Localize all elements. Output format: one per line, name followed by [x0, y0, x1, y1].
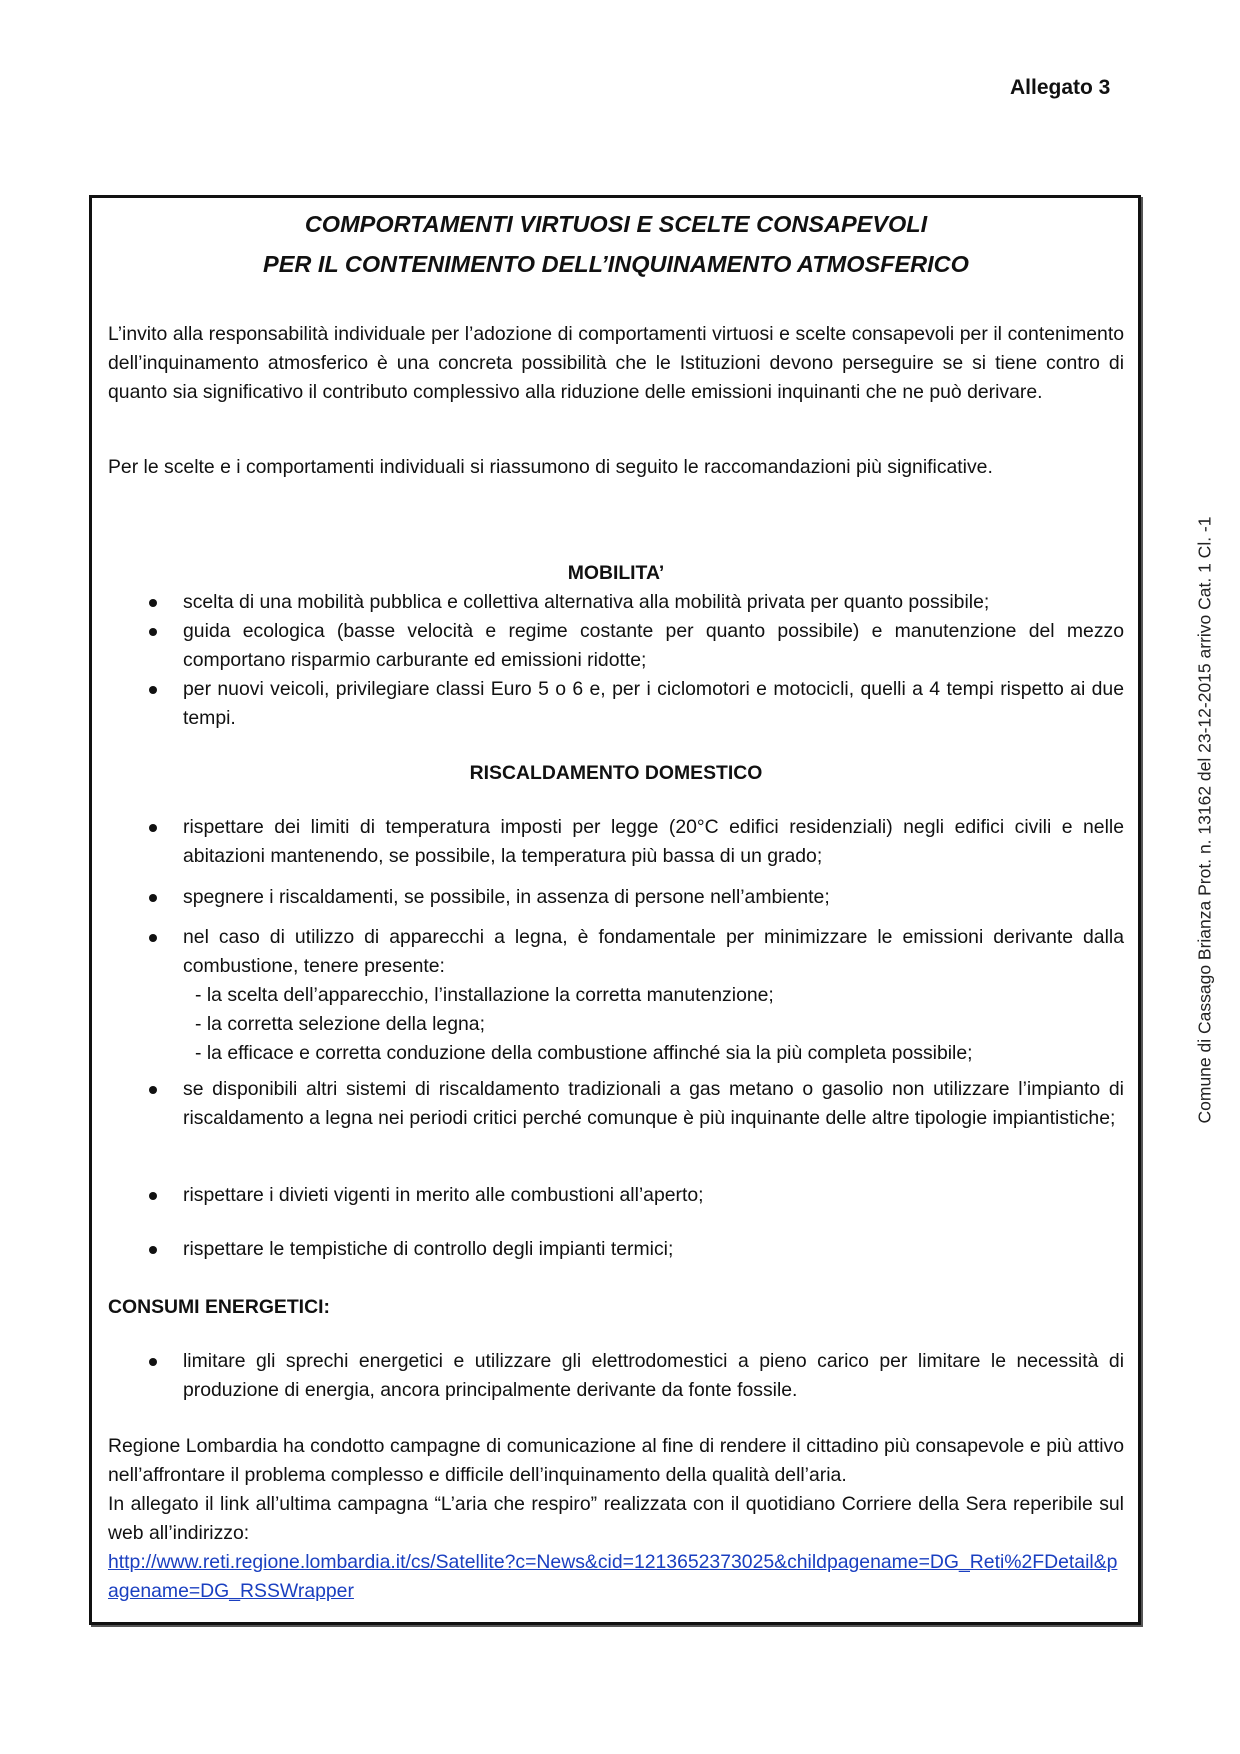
list-item — [108, 675, 1124, 733]
intro-paragraph: L’invito alla responsabilità individuale per l’adozione di comportamenti virtuosi e scelte consapevoli per il contenimento dell’inquinamento atmosferico è una concreta possibilità che le Istituzioni devono perseguire se si tiene contro di quanto sia significativo il contributo complessivo alla riduzione delle emissioni inquinanti che ne può derivare. — [108, 323, 1124, 403]
bullet-icon — [149, 1246, 157, 1254]
section-heading-riscaldamento: RISCALDAMENTO DOMESTICO — [469, 762, 763, 784]
list-item-text: limitare gli sprechi energetici e utilizzare gli elettrodomestici a pieno carico per limitare le necessità di produzione di energia, ancora principalmente derivante da fonte fossile. — [183, 1350, 1124, 1401]
sub-item: - la efficace e corretta conduzione della combustione affinché sia la più completa possibile; — [195, 1042, 973, 1064]
list-item-text: per nuovi veicoli, privilegiare classi Euro 5 o 6 e, per i ciclomotori e motocicli, quelli a 4 tempi rispetto ai due tempi. — [183, 678, 1124, 729]
campaign-link[interactable]: http://www.reti.regione.lombardia.it/cs/Satellite?c=News&cid=1213652373025&childpagename=DG_Reti%2FDetail&pagename=DG_RSSWrapper — [108, 1551, 1118, 1602]
list-item-text: rispettare dei limiti di temperatura imposti per legge (20°C edifici residenziali) negli edifici civili e nelle abitazioni mantenendo, se possibile, la temperatura più bassa di un grado; — [183, 816, 1124, 867]
list-item — [108, 1235, 1124, 1264]
list-item-text: spegnere i riscaldamenti, se possibile, in assenza di persone nell’ambiente; — [183, 886, 830, 908]
list-item — [108, 1347, 1124, 1405]
section-heading-consumi: CONSUMI ENERGETICI: — [108, 1296, 330, 1318]
bullet-icon — [149, 934, 157, 942]
section-heading-mobilita: MOBILITA’ — [567, 562, 665, 584]
list-item — [108, 617, 1124, 675]
intro-paragraph-2: Per le scelte e i comportamenti individuali si riassumono di seguito le raccomandazioni più significative. — [108, 456, 993, 478]
title-line-2: PER IL CONTENIMENTO DELL’INQUINAMENTO ATMOSFERICO — [263, 251, 969, 277]
sub-item: - la corretta selezione della legna; — [195, 1013, 485, 1035]
bullet-icon — [149, 628, 157, 636]
list-item-text: se disponibili altri sistemi di riscaldamento tradizionali a gas metano o gasolio non utilizzare l’impianto di riscaldamento a legna nei periodi critici perché comunque è più inquinante delle altre tipologie impiantistiche; — [183, 1078, 1124, 1129]
attachment-label: Allegato 3 — [1010, 76, 1111, 99]
list-item-text: rispettare i divieti vigenti in merito alle combustioni all’aperto; — [183, 1184, 704, 1206]
list-item — [108, 588, 1124, 617]
list-item-text: guida ecologica (basse velocità e regime costante per quanto possibile) e manutenzione del mezzo comportano risparmio carburante ed emissioni ridotte; — [183, 620, 1124, 671]
list-item-text: scelta di una mobilità pubblica e collettiva alternativa alla mobilità privata per quanto possibile; — [183, 591, 990, 613]
title-line-1: COMPORTAMENTI VIRTUOSI E SCELTE CONSAPEVOLI — [304, 211, 928, 237]
list-item — [108, 883, 1124, 912]
bullet-icon — [149, 1086, 157, 1094]
list-item — [108, 923, 1124, 1068]
list-item-text: nel caso di utilizzo di apparecchi a legna, è fondamentale per minimizzare le emissioni derivante dalla combustione, tenere presente: — [183, 926, 1124, 977]
sub-item: - la scelta dell’apparecchio, l’installazione la corretta manutenzione; — [195, 984, 774, 1006]
closing-paragraph: Regione Lombardia ha condotto campagne di comunicazione al fine di rendere il cittadino più consapevole e più attivo nell’affrontare il problema complesso e difficile dell’inquinamento della qualità dell’aria. — [108, 1435, 1124, 1486]
bullet-icon — [149, 1192, 157, 1200]
closing-paragraph-2: In allegato il link all’ultima campagna “L’aria che respiro” realizzata con il quotidiano Corriere della Sera reperibile sul web all’indirizzo: — [108, 1493, 1124, 1544]
bullet-icon — [149, 686, 157, 694]
bullet-icon — [149, 599, 157, 607]
protocol-stamp: Comune di Cassago Brianza Prot. n. 13162 del 23-12-2015 arrivo Cat. 1 Cl. -1 — [1194, 516, 1215, 1124]
list-item — [108, 1075, 1124, 1133]
bullet-icon — [149, 824, 157, 832]
list-item — [108, 1181, 1124, 1210]
list-item-text: rispettare le tempistiche di controllo degli impianti termici; — [183, 1238, 674, 1260]
list-item — [108, 813, 1124, 871]
bullet-icon — [149, 894, 157, 902]
bullet-icon — [149, 1358, 157, 1366]
